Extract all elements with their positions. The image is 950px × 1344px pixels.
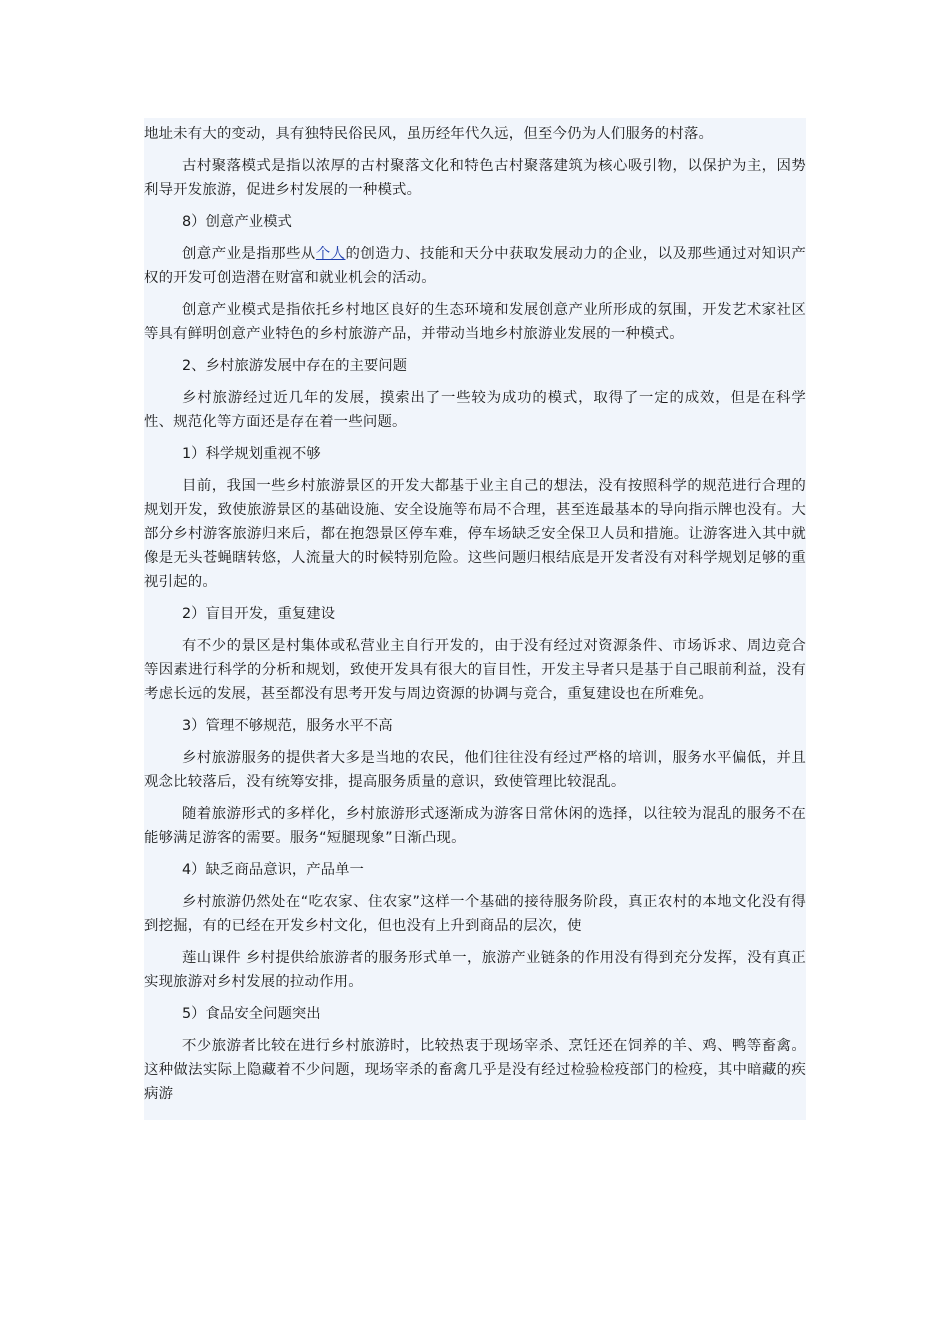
paragraph-text: 创意产业是指那些从 bbox=[182, 246, 316, 262]
paragraph-text: 的创造力、技能和天分中获取发展动力的企业，以及那些通过对知识产权的开发可创造潜在财富和就业机会的活动。 bbox=[144, 246, 807, 286]
section-heading: 8）创意产业模式 bbox=[182, 214, 292, 230]
subsection-heading: 2）盲目开发，重复建设 bbox=[182, 606, 336, 622]
paragraph-with-link bbox=[144, 242, 806, 290]
section-heading: 2、乡村旅游发展中存在的主要问题 bbox=[182, 358, 408, 374]
paragraph: 地址未有大的变动，具有独特民俗民风，虽历经年代久远，但至今仍为人们服务的村落。 bbox=[144, 126, 714, 142]
paragraph: 乡村旅游仍然处在“吃农家、住农家”这样一个基础的接待服务阶段，真正农村的本地文化没有得到挖掘，有的已经在开发乡村文化，但也没有上升到商品的层次，使 bbox=[144, 894, 806, 934]
paragraph: 古村聚落模式是指以浓厚的古村聚落文化和特色古村聚落建筑为核心吸引物，以保护为主，因势利导开发旅游，促进乡村发展的一种模式。 bbox=[144, 158, 806, 198]
subsection-heading: 5）食品安全问题突出 bbox=[182, 1006, 321, 1022]
subsection-heading: 1）科学规划重视不够 bbox=[182, 446, 321, 462]
paragraph: 目前，我国一些乡村旅游景区的开发大都基于业主自己的想法，没有按照科学的规范进行合理的规划开发，致使旅游景区的基础设施、安全设施等布局不合理，甚至连最基本的导向指示牌也没有。大部分乡村游客旅游归来后，都在抱怨景区停车难，停车场缺乏安全保卫人员和措施。让游客进入其中就像是无头苍蝇瞎转悠，人流量大的时候特别危险。这些问题归根结底是开发者没有对科学规划足够的重视引起的。 bbox=[144, 478, 806, 590]
link-geren[interactable]: 个人 bbox=[315, 246, 346, 262]
document-page bbox=[144, 118, 806, 1120]
subsection-heading: 3）管理不够规范，服务水平不高 bbox=[182, 718, 393, 734]
paragraph: 乡村旅游服务的提供者大多是当地的农民，他们往往没有经过严格的培训，服务水平偏低，并且观念比较落后，没有统筹安排，提高服务质量的意识，致使管理比较混乱。 bbox=[144, 750, 806, 790]
paragraph: 有不少的景区是村集体或私营业主自行开发的，由于没有经过对资源条件、市场诉求、周边竞合等因素进行科学的分析和规划，致使开发具有很大的盲目性，开发主导者只是基于自己眼前利益，没有考虑长远的发展，甚至都没有思考开发与周边资源的协调与竞合，重复建设也在所难免。 bbox=[144, 638, 806, 702]
paragraph: 不少旅游者比较在进行乡村旅游时，比较热衷于现场宰杀、烹饪还在饲养的羊、鸡、鸭等畜禽。这种做法实际上隐藏着不少问题，现场宰杀的畜禽几乎是没有经过检验检疫部门的检疫，其中暗藏的疾病游 bbox=[144, 1038, 806, 1102]
subsection-heading: 4）缺乏商品意识，产品单一 bbox=[182, 862, 364, 878]
paragraph: 创意产业模式是指依托乡村地区良好的生态环境和发展创意产业所形成的氛围，开发艺术家社区等具有鲜明创意产业特色的乡村旅游产品，并带动当地乡村旅游业发展的一种模式。 bbox=[144, 302, 806, 342]
paragraph: 随着旅游形式的多样化，乡村旅游形式逐渐成为游客日常休闲的选择，以往较为混乱的服务不在能够满足游客的需要。服务“短腿现象”日渐凸现。 bbox=[144, 806, 806, 846]
paragraph: 莲山课件 乡村提供给旅游者的服务形式单一，旅游产业链条的作用没有得到充分发挥，没有真正实现旅游对乡村发展的拉动作用。 bbox=[144, 950, 806, 990]
paragraph: 乡村旅游经过近几年的发展，摸索出了一些较为成功的模式，取得了一定的成效，但是在科学性、规范化等方面还是存在着一些问题。 bbox=[144, 390, 806, 430]
